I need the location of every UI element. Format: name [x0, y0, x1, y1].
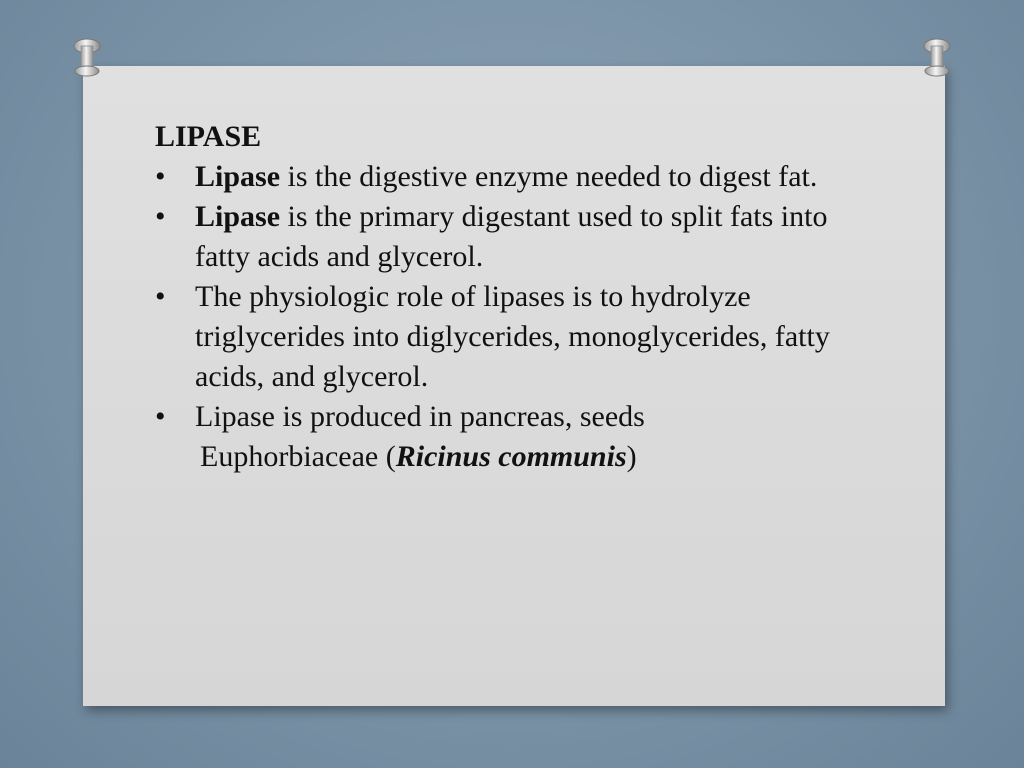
- bullet-item: [155, 277, 875, 397]
- species-name: Ricinus communis: [395, 440, 627, 473]
- continuation-text: Euphorbiaceae (: [200, 440, 396, 473]
- bullet-text: is the primary digestant used to split fats into fatty acids and glycerol.: [195, 200, 828, 273]
- slide-content: [155, 117, 875, 477]
- bullet-item: [155, 157, 875, 197]
- bullet-dot: •: [155, 200, 166, 233]
- pushpin-right-icon: [922, 38, 952, 98]
- bullet-text: Lipase is produced in pancreas, seeds: [195, 400, 645, 433]
- bullet-lead: Lipase: [195, 160, 281, 193]
- bullet-item: [155, 397, 875, 477]
- bullet-list: [155, 157, 875, 477]
- bullet-dot: •: [155, 400, 166, 433]
- bullet-lead: Lipase: [195, 200, 281, 233]
- pushpin-left-icon: [72, 38, 102, 98]
- bullet-item: [155, 197, 875, 277]
- bullet-continuation: [200, 437, 875, 477]
- bullet-text: is the digestive enzyme needed to digest fat.: [280, 160, 818, 193]
- continuation-close: ): [626, 440, 637, 473]
- slide-title: LIPASE: [155, 120, 262, 153]
- bullet-dot: •: [155, 280, 166, 313]
- bullet-dot: •: [155, 160, 166, 193]
- bullet-text: The physiologic role of lipases is to hydrolyze triglycerides into diglycerides, monoglycerides, fatty acids, and glycerol.: [195, 280, 830, 393]
